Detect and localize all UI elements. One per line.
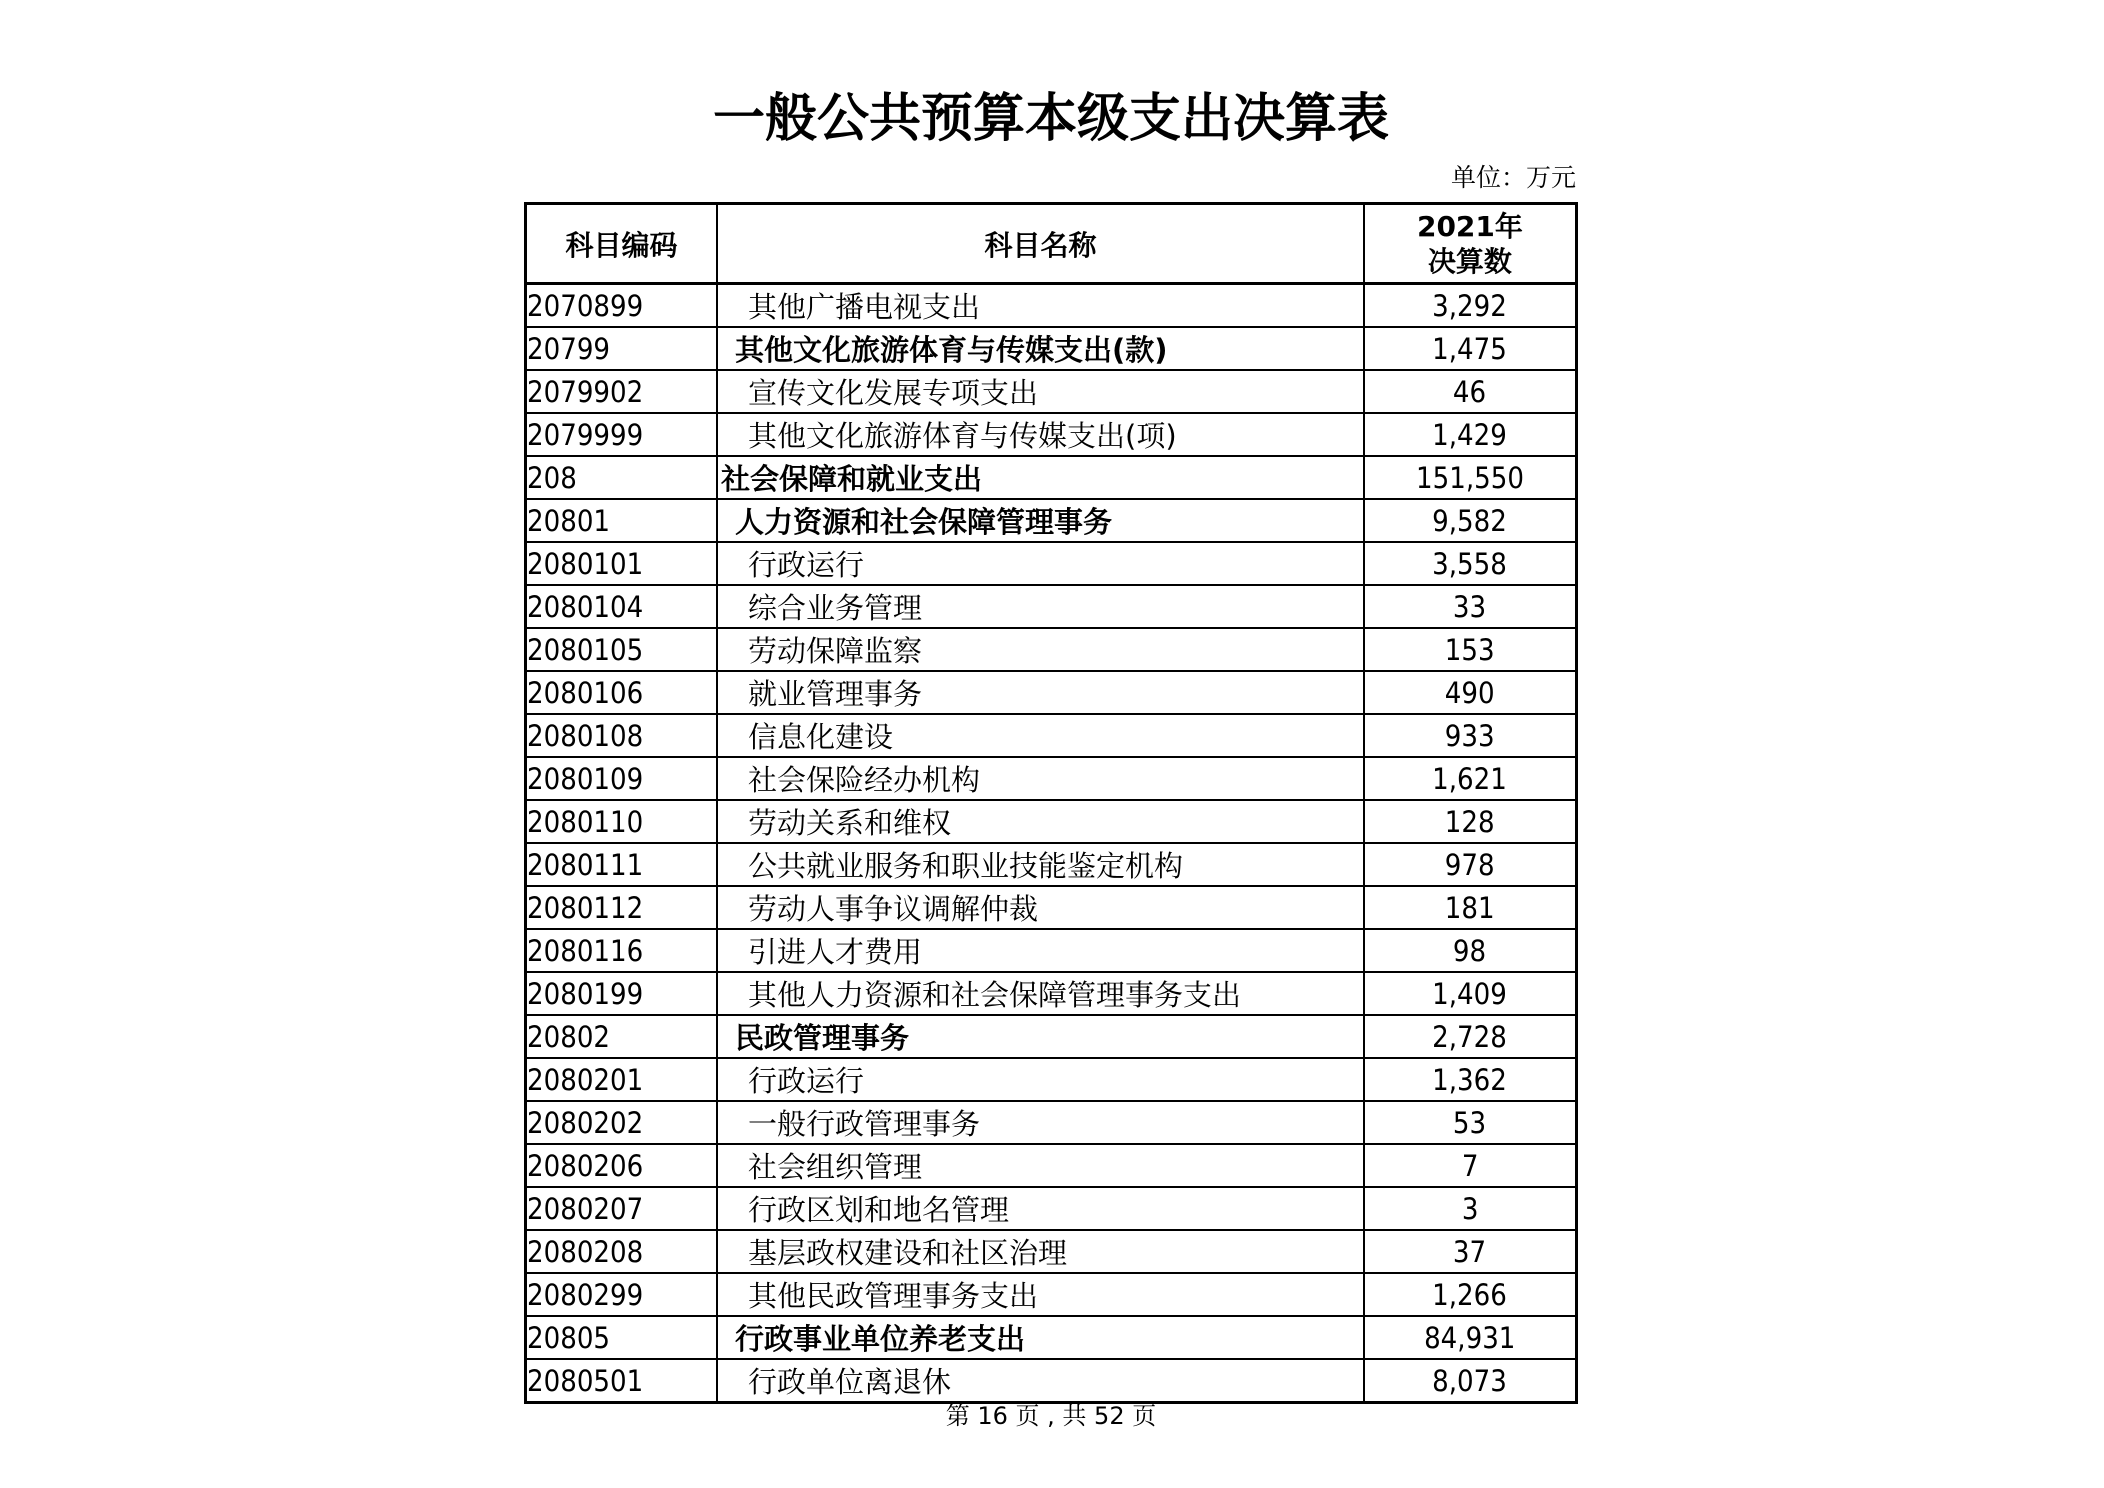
subject-name: 信息化建设 <box>748 720 894 754</box>
subject-code-cell <box>526 714 718 757</box>
subject-name: 公共就业服务和职业技能鉴定机构 <box>748 849 1184 883</box>
budget-table <box>524 202 1578 1404</box>
subject-code: 20799 <box>527 331 611 366</box>
subject-code-cell <box>526 413 718 456</box>
final-account-value: 46 <box>1453 374 1487 409</box>
page-number-footer: 第 16 页 , 共 52 页 <box>945 1402 1157 1430</box>
table-row <box>526 843 1577 886</box>
table-row <box>526 757 1577 800</box>
subject-code-cell <box>526 327 718 370</box>
table-row <box>526 1316 1577 1359</box>
subject-code-cell <box>526 929 718 972</box>
table-row <box>526 1144 1577 1187</box>
table-header <box>526 204 1577 284</box>
final-account-value: 153 <box>1445 632 1495 667</box>
table-row <box>526 972 1577 1015</box>
final-account-value-cell <box>1364 499 1577 542</box>
subject-name: 行政运行 <box>748 1064 865 1098</box>
subject-code-cell <box>526 628 718 671</box>
final-account-value-cell <box>1364 327 1577 370</box>
final-account-value: 490 <box>1445 675 1495 710</box>
subject-name: 人力资源和社会保障管理事务 <box>735 505 1113 539</box>
final-account-value: 1,266 <box>1432 1277 1508 1312</box>
final-account-value: 2,728 <box>1432 1019 1508 1054</box>
subject-name-cell <box>717 542 1364 585</box>
final-account-value: 7 <box>1461 1148 1479 1183</box>
table-row <box>526 714 1577 757</box>
final-account-value-cell <box>1364 628 1577 671</box>
table-row <box>526 284 1577 328</box>
subject-name: 社会保障和就业支出 <box>721 462 983 496</box>
subject-code: 2079999 <box>527 417 644 452</box>
final-account-value-cell <box>1364 1273 1577 1316</box>
final-account-value-cell <box>1364 886 1577 929</box>
subject-code: 2080104 <box>527 589 644 624</box>
table-row <box>526 671 1577 714</box>
final-account-value: 1,475 <box>1432 331 1508 366</box>
subject-code: 2080201 <box>527 1062 644 1097</box>
final-account-value: 933 <box>1445 718 1495 753</box>
final-account-value: 37 <box>1453 1234 1487 1269</box>
table-row <box>526 1230 1577 1273</box>
subject-name: 其他广播电视支出 <box>748 290 981 324</box>
header-row <box>526 204 1577 284</box>
subject-name: 一般行政管理事务 <box>748 1107 981 1141</box>
subject-name-cell <box>717 714 1364 757</box>
final-account-value-cell <box>1364 800 1577 843</box>
final-account-value: 3 <box>1461 1191 1479 1226</box>
final-account-value-cell <box>1364 284 1577 328</box>
header-year-line2: 决算数 <box>1427 244 1512 278</box>
header-subject-code: 科目编码 <box>526 204 718 284</box>
final-account-value-cell <box>1364 671 1577 714</box>
final-account-value: 1,409 <box>1432 976 1508 1011</box>
subject-name-cell <box>717 1101 1364 1144</box>
subject-code-cell <box>526 1015 718 1058</box>
table-row <box>526 585 1577 628</box>
subject-name: 社会保险经办机构 <box>748 763 981 797</box>
header-subject-name: 科目名称 <box>717 204 1364 284</box>
subject-code: 2080207 <box>527 1191 644 1226</box>
subject-name-cell <box>717 800 1364 843</box>
subject-code: 2080106 <box>527 675 644 710</box>
final-account-value-cell <box>1364 1316 1577 1359</box>
final-account-value: 98 <box>1453 933 1487 968</box>
final-account-value: 3,292 <box>1432 288 1508 323</box>
subject-name: 其他民政管理事务支出 <box>748 1279 1039 1313</box>
final-account-value-cell <box>1364 413 1577 456</box>
subject-name: 行政事业单位养老支出 <box>735 1322 1026 1356</box>
subject-code: 2079902 <box>527 374 644 409</box>
final-account-value-cell <box>1364 972 1577 1015</box>
subject-name: 综合业务管理 <box>748 591 923 625</box>
table-row <box>526 1187 1577 1230</box>
subject-name: 行政单位离退休 <box>748 1365 952 1399</box>
unit-label: 单位：万元 <box>1450 163 1576 192</box>
final-account-value: 128 <box>1445 804 1495 839</box>
subject-name-cell <box>717 843 1364 886</box>
subject-name-cell <box>717 628 1364 671</box>
subject-name-cell <box>717 671 1364 714</box>
subject-code: 20805 <box>527 1320 611 1355</box>
subject-code-cell <box>526 671 718 714</box>
table-row <box>526 628 1577 671</box>
table-row <box>526 1058 1577 1101</box>
subject-name: 劳动保障监察 <box>748 634 923 668</box>
table-row <box>526 1101 1577 1144</box>
subject-code-cell <box>526 1230 718 1273</box>
subject-name-cell <box>717 1316 1364 1359</box>
subject-code: 208 <box>527 460 577 495</box>
table-row <box>526 1273 1577 1316</box>
final-account-value-cell <box>1364 1058 1577 1101</box>
subject-code-cell <box>526 1187 718 1230</box>
subject-name: 宣传文化发展专项支出 <box>748 376 1039 410</box>
final-account-value-cell <box>1364 843 1577 886</box>
subject-name: 劳动关系和维权 <box>748 806 952 840</box>
subject-code-cell <box>526 542 718 585</box>
final-account-value-cell <box>1364 456 1577 499</box>
subject-name-cell <box>717 370 1364 413</box>
final-account-value-cell <box>1364 370 1577 413</box>
final-account-value-cell <box>1364 542 1577 585</box>
subject-code: 2080299 <box>527 1277 644 1312</box>
final-account-value: 84,931 <box>1424 1320 1516 1355</box>
subject-name-cell <box>717 1015 1364 1058</box>
final-account-value: 1,362 <box>1432 1062 1508 1097</box>
header-year-final <box>1364 204 1577 284</box>
page-title: 一般公共预算本级支出决算表 <box>712 89 1389 149</box>
subject-code-cell <box>526 757 718 800</box>
table-body <box>526 284 1577 1403</box>
final-account-value: 151,550 <box>1415 460 1524 495</box>
subject-name-cell <box>717 886 1364 929</box>
final-account-value-cell <box>1364 1015 1577 1058</box>
subject-name: 其他文化旅游体育与传媒支出(项) <box>748 419 1177 453</box>
subject-name: 其他文化旅游体育与传媒支出(款) <box>735 333 1168 367</box>
subject-code-cell <box>526 370 718 413</box>
final-account-value: 8,073 <box>1432 1363 1508 1398</box>
subject-name: 行政运行 <box>748 548 865 582</box>
subject-name-cell <box>717 456 1364 499</box>
subject-code: 20802 <box>527 1019 611 1054</box>
table-row <box>526 456 1577 499</box>
final-account-value: 53 <box>1453 1105 1487 1140</box>
subject-code-cell <box>526 800 718 843</box>
table-row <box>526 929 1577 972</box>
table-row <box>526 327 1577 370</box>
subject-code-cell <box>526 972 718 1015</box>
table-row <box>526 370 1577 413</box>
subject-code: 2080108 <box>527 718 644 753</box>
subject-code: 2070899 <box>527 288 644 323</box>
final-account-value-cell <box>1364 1144 1577 1187</box>
subject-code: 2080112 <box>527 890 644 925</box>
subject-name: 民政管理事务 <box>735 1021 910 1055</box>
final-account-value: 1,429 <box>1432 417 1508 452</box>
subject-code: 2080109 <box>527 761 644 796</box>
table-row <box>526 800 1577 843</box>
subject-code-cell <box>526 1316 718 1359</box>
subject-name-cell <box>717 284 1364 328</box>
subject-name: 基层政权建设和社区治理 <box>748 1236 1068 1270</box>
subject-code-cell <box>526 886 718 929</box>
final-account-value-cell <box>1364 1187 1577 1230</box>
subject-code: 2080501 <box>527 1363 644 1398</box>
subject-name-cell <box>717 1273 1364 1316</box>
final-account-value: 9,582 <box>1432 503 1508 538</box>
final-account-value-cell <box>1364 929 1577 972</box>
final-account-value-cell <box>1364 714 1577 757</box>
subject-name-cell <box>717 327 1364 370</box>
subject-name: 引进人才费用 <box>748 935 923 969</box>
final-account-value: 33 <box>1453 589 1487 624</box>
subject-name-cell <box>717 585 1364 628</box>
subject-code: 2080110 <box>527 804 644 839</box>
subject-code-cell <box>526 843 718 886</box>
final-account-value-cell <box>1364 757 1577 800</box>
table-row <box>526 499 1577 542</box>
final-account-value-cell <box>1364 1101 1577 1144</box>
final-account-value: 1,621 <box>1432 761 1508 796</box>
table-row <box>526 1015 1577 1058</box>
subject-name: 就业管理事务 <box>748 677 923 711</box>
subject-name-cell <box>717 1144 1364 1187</box>
subject-code: 2080101 <box>527 546 644 581</box>
subject-code: 2080202 <box>527 1105 644 1140</box>
subject-code-cell <box>526 456 718 499</box>
table-row <box>526 886 1577 929</box>
subject-code-cell <box>526 1101 718 1144</box>
subject-name: 行政区划和地名管理 <box>748 1193 1010 1227</box>
subject-name-cell <box>717 929 1364 972</box>
subject-name-cell <box>717 1187 1364 1230</box>
subject-code: 2080111 <box>527 847 644 882</box>
subject-code-cell <box>526 499 718 542</box>
final-account-value-cell <box>1364 1230 1577 1273</box>
table-row <box>526 542 1577 585</box>
subject-code: 2080206 <box>527 1148 644 1183</box>
subject-code: 2080116 <box>527 933 644 968</box>
subject-code: 2080105 <box>527 632 644 667</box>
subject-name: 其他人力资源和社会保障管理事务支出 <box>748 978 1242 1012</box>
subject-name-cell <box>717 1058 1364 1101</box>
header-year-line1: 2021年 <box>1416 209 1523 243</box>
table-row <box>526 413 1577 456</box>
subject-code-cell <box>526 284 718 328</box>
subject-code: 20801 <box>527 503 611 538</box>
subject-name-cell <box>717 757 1364 800</box>
subject-name: 劳动人事争议调解仲裁 <box>748 892 1039 926</box>
subject-code-cell <box>526 585 718 628</box>
subject-name: 社会组织管理 <box>748 1150 923 1184</box>
subject-code-cell <box>526 1058 718 1101</box>
subject-name-cell <box>717 499 1364 542</box>
subject-code-cell <box>526 1273 718 1316</box>
final-account-value: 3,558 <box>1432 546 1508 581</box>
subject-name-cell <box>717 1230 1364 1273</box>
subject-code-cell <box>526 1144 718 1187</box>
subject-name-cell <box>717 972 1364 1015</box>
final-account-value: 978 <box>1445 847 1495 882</box>
subject-code: 2080199 <box>527 976 644 1011</box>
subject-code: 2080208 <box>527 1234 644 1269</box>
subject-name-cell <box>717 413 1364 456</box>
document-content <box>524 0 1578 1488</box>
final-account-value: 181 <box>1445 890 1495 925</box>
final-account-value-cell <box>1364 585 1577 628</box>
